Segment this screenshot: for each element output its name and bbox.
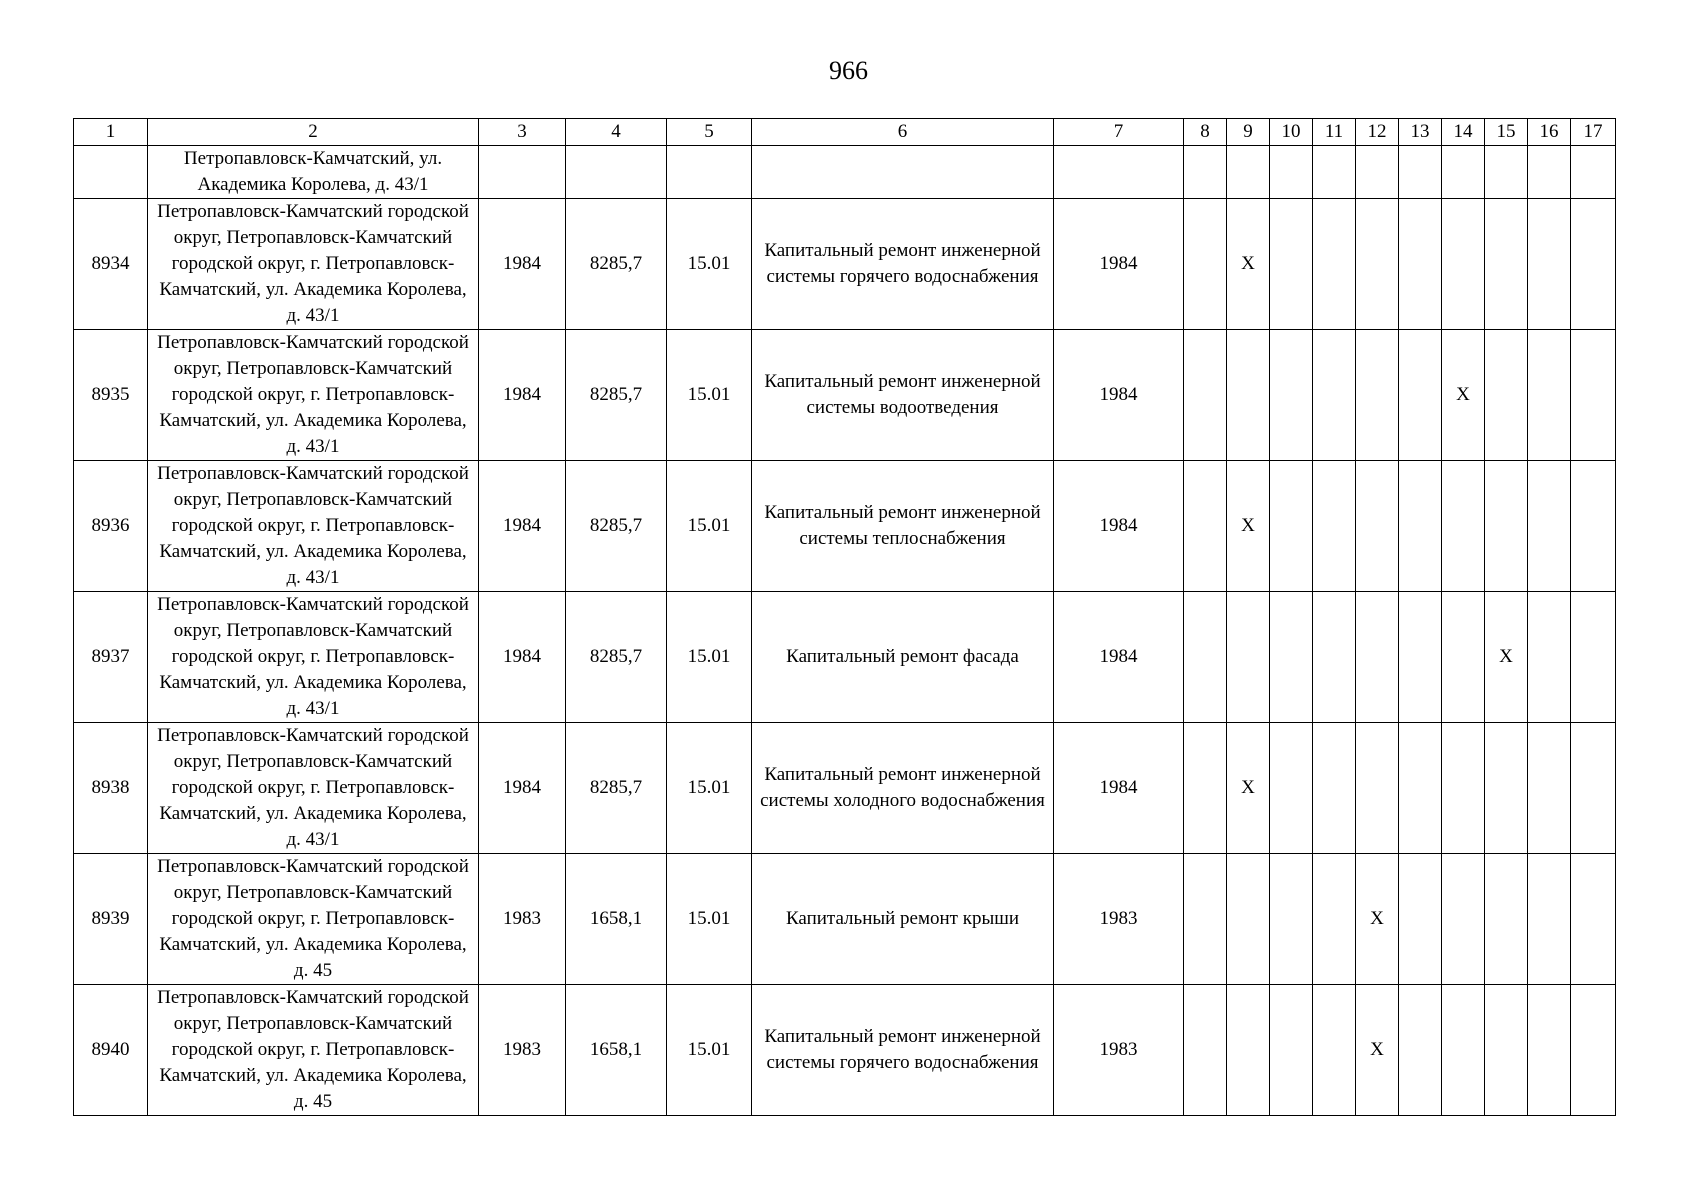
column-header: 1	[74, 119, 148, 146]
planned-year-cell: 1984	[1054, 199, 1184, 330]
column-header: 2	[148, 119, 479, 146]
code-cell: 15.01	[667, 199, 752, 330]
column-header: 15	[1485, 119, 1528, 146]
mark-cell	[1184, 199, 1227, 330]
mark-cell	[1528, 592, 1571, 723]
planned-year-cell: 1984	[1054, 592, 1184, 723]
mark-cell	[1184, 985, 1227, 1116]
work-type-cell: Капитальный ремонт инженерной системы холодного водоснабжения	[752, 723, 1054, 854]
mark-cell	[1399, 461, 1442, 592]
mark-cell	[1528, 461, 1571, 592]
mark-cell	[1442, 199, 1485, 330]
mark-cell	[1442, 985, 1485, 1116]
mark-cell	[1184, 592, 1227, 723]
address-cell: Петропавловск-Камчатский городской округ, Петропавловск-Камчатский городской округ, г. Петропавловск-Камчатский, ул. Академика Королева, д. 43/1	[148, 592, 479, 723]
year-built-cell: 1983	[479, 854, 566, 985]
work-type-cell: Капитальный ремонт фасада	[752, 592, 1054, 723]
year-built-cell: 1983	[479, 985, 566, 1116]
mark-cell	[1571, 330, 1616, 461]
area-cell: 1658,1	[566, 985, 667, 1116]
mark-cell	[1313, 592, 1356, 723]
column-header: 6	[752, 119, 1054, 146]
mark-cell	[1184, 723, 1227, 854]
year-built-cell: 1984	[479, 330, 566, 461]
mark-cell	[1528, 723, 1571, 854]
area-cell: 8285,7	[566, 592, 667, 723]
column-header: 17	[1571, 119, 1616, 146]
column-header: 8	[1184, 119, 1227, 146]
mark-cell	[1313, 146, 1356, 199]
column-header: 13	[1399, 119, 1442, 146]
column-header: 5	[667, 119, 752, 146]
work-type-cell: Капитальный ремонт инженерной системы водоотведения	[752, 330, 1054, 461]
code-cell: 15.01	[667, 461, 752, 592]
code-cell: 15.01	[667, 985, 752, 1116]
year-built-cell: 1984	[479, 723, 566, 854]
year-built-cell: 1984	[479, 592, 566, 723]
mark-cell	[1528, 330, 1571, 461]
mark-cell	[1356, 199, 1399, 330]
column-header: 4	[566, 119, 667, 146]
area-cell	[566, 146, 667, 199]
planned-year-cell: 1983	[1054, 985, 1184, 1116]
mark-cell	[1571, 854, 1616, 985]
mark-cell	[1270, 146, 1313, 199]
column-header: 12	[1356, 119, 1399, 146]
planned-year-cell: 1984	[1054, 461, 1184, 592]
mark-cell	[1313, 199, 1356, 330]
column-header: 10	[1270, 119, 1313, 146]
mark-cell: X	[1442, 330, 1485, 461]
mark-cell	[1313, 985, 1356, 1116]
mark-cell	[1399, 330, 1442, 461]
mark-cell	[1442, 723, 1485, 854]
mark-cell: X	[1356, 854, 1399, 985]
column-header: 14	[1442, 119, 1485, 146]
mark-cell: X	[1485, 592, 1528, 723]
row-number-cell: 8935	[74, 330, 148, 461]
mark-cell	[1571, 592, 1616, 723]
mark-cell	[1442, 461, 1485, 592]
continuation-row	[74, 146, 1616, 199]
mark-cell	[1528, 985, 1571, 1116]
mark-cell	[1270, 985, 1313, 1116]
mark-cell	[1270, 199, 1313, 330]
mark-cell	[1184, 461, 1227, 592]
page-number: 966	[829, 56, 868, 85]
mark-cell	[1313, 461, 1356, 592]
planned-year-cell: 1983	[1054, 854, 1184, 985]
planned-year-cell: 1984	[1054, 723, 1184, 854]
mark-cell: X	[1227, 461, 1270, 592]
mark-cell	[1399, 146, 1442, 199]
column-header: 7	[1054, 119, 1184, 146]
mark-cell	[1528, 146, 1571, 199]
work-type-cell: Капитальный ремонт инженерной системы теплоснабжения	[752, 461, 1054, 592]
work-type-cell: Капитальный ремонт крыши	[752, 854, 1054, 985]
mark-cell	[1184, 854, 1227, 985]
table-row	[74, 461, 1616, 592]
table-row	[74, 330, 1616, 461]
mark-cell	[1227, 146, 1270, 199]
mark-cell	[1571, 199, 1616, 330]
mark-cell	[1270, 592, 1313, 723]
code-cell: 15.01	[667, 854, 752, 985]
mark-cell	[1528, 199, 1571, 330]
mark-cell	[1399, 199, 1442, 330]
mark-cell	[1270, 723, 1313, 854]
mark-cell	[1442, 592, 1485, 723]
mark-cell	[1270, 461, 1313, 592]
address-cell: Петропавловск-Камчатский городской округ, Петропавловск-Камчатский городской округ, г. Петропавловск-Камчатский, ул. Академика Королева, д. 43/1	[148, 461, 479, 592]
year-built-cell: 1984	[479, 199, 566, 330]
mark-cell	[1356, 723, 1399, 854]
mark-cell	[1571, 723, 1616, 854]
mark-cell	[1313, 854, 1356, 985]
mark-cell	[1227, 592, 1270, 723]
row-number-cell: 8936	[74, 461, 148, 592]
area-cell: 8285,7	[566, 330, 667, 461]
table-row	[74, 592, 1616, 723]
area-cell: 8285,7	[566, 461, 667, 592]
address-cell: Петропавловск-Камчатский городской округ, Петропавловск-Камчатский городской округ, г. Петропавловск-Камчатский, ул. Академика Королева, д. 45	[148, 854, 479, 985]
mark-cell	[1184, 330, 1227, 461]
row-number-cell: 8938	[74, 723, 148, 854]
mark-cell	[1313, 330, 1356, 461]
mark-cell	[1356, 461, 1399, 592]
mark-cell: X	[1356, 985, 1399, 1116]
mark-cell	[1356, 330, 1399, 461]
code-cell: 15.01	[667, 330, 752, 461]
row-number-cell: 8940	[74, 985, 148, 1116]
mark-cell	[1485, 146, 1528, 199]
row-number-cell: 8934	[74, 199, 148, 330]
mark-cell	[1571, 985, 1616, 1116]
code-cell	[667, 146, 752, 199]
column-header: 3	[479, 119, 566, 146]
mark-cell	[1270, 854, 1313, 985]
mark-cell	[1485, 330, 1528, 461]
address-cell: Петропавловск-Камчатский городской округ, Петропавловск-Камчатский городской округ, г. Петропавловск-Камчатский, ул. Академика Королева, д. 43/1	[148, 199, 479, 330]
work-type-cell: Капитальный ремонт инженерной системы горячего водоснабжения	[752, 199, 1054, 330]
mark-cell	[1442, 146, 1485, 199]
mark-cell	[1485, 985, 1528, 1116]
area-cell: 8285,7	[566, 199, 667, 330]
mark-cell	[1356, 592, 1399, 723]
mark-cell	[1485, 723, 1528, 854]
mark-cell	[1313, 723, 1356, 854]
address-cell: Петропавловск-Камчатский, ул. Академика Королева, д. 43/1	[148, 146, 479, 199]
table-row	[74, 723, 1616, 854]
address-cell: Петропавловск-Камчатский городской округ, Петропавловск-Камчатский городской округ, г. Петропавловск-Камчатский, ул. Академика Королева, д. 43/1	[148, 723, 479, 854]
mark-cell	[1485, 199, 1528, 330]
mark-cell	[1227, 330, 1270, 461]
column-header: 9	[1227, 119, 1270, 146]
mark-cell	[1184, 146, 1227, 199]
address-cell: Петропавловск-Камчатский городской округ, Петропавловск-Камчатский городской округ, г. Петропавловск-Камчатский, ул. Академика Королева, д. 45	[148, 985, 479, 1116]
mark-cell	[1571, 461, 1616, 592]
table-row	[74, 854, 1616, 985]
capital-repair-table	[73, 118, 1616, 1116]
row-number-cell: 8939	[74, 854, 148, 985]
mark-cell	[1528, 854, 1571, 985]
address-cell: Петропавловск-Камчатский городской округ, Петропавловск-Камчатский городской округ, г. Петропавловск-Камчатский, ул. Академика Королева, д. 43/1	[148, 330, 479, 461]
mark-cell: X	[1227, 199, 1270, 330]
row-number-cell	[74, 146, 148, 199]
mark-cell	[1485, 461, 1528, 592]
mark-cell	[1356, 146, 1399, 199]
mark-cell	[1227, 985, 1270, 1116]
area-cell: 8285,7	[566, 723, 667, 854]
column-header: 11	[1313, 119, 1356, 146]
mark-cell	[1227, 854, 1270, 985]
planned-year-cell: 1984	[1054, 330, 1184, 461]
year-built-cell: 1984	[479, 461, 566, 592]
area-cell: 1658,1	[566, 854, 667, 985]
planned-year-cell	[1054, 146, 1184, 199]
work-type-cell	[752, 146, 1054, 199]
table-row	[74, 985, 1616, 1116]
year-built-cell	[479, 146, 566, 199]
mark-cell: X	[1227, 723, 1270, 854]
mark-cell	[1399, 854, 1442, 985]
code-cell: 15.01	[667, 592, 752, 723]
mark-cell	[1571, 146, 1616, 199]
mark-cell	[1485, 854, 1528, 985]
mark-cell	[1399, 723, 1442, 854]
table-row	[74, 199, 1616, 330]
code-cell: 15.01	[667, 723, 752, 854]
mark-cell	[1442, 854, 1485, 985]
work-type-cell: Капитальный ремонт инженерной системы горячего водоснабжения	[752, 985, 1054, 1116]
column-header: 16	[1528, 119, 1571, 146]
mark-cell	[1270, 330, 1313, 461]
column-number-header-row	[74, 119, 1616, 146]
mark-cell	[1399, 985, 1442, 1116]
row-number-cell: 8937	[74, 592, 148, 723]
mark-cell	[1399, 592, 1442, 723]
